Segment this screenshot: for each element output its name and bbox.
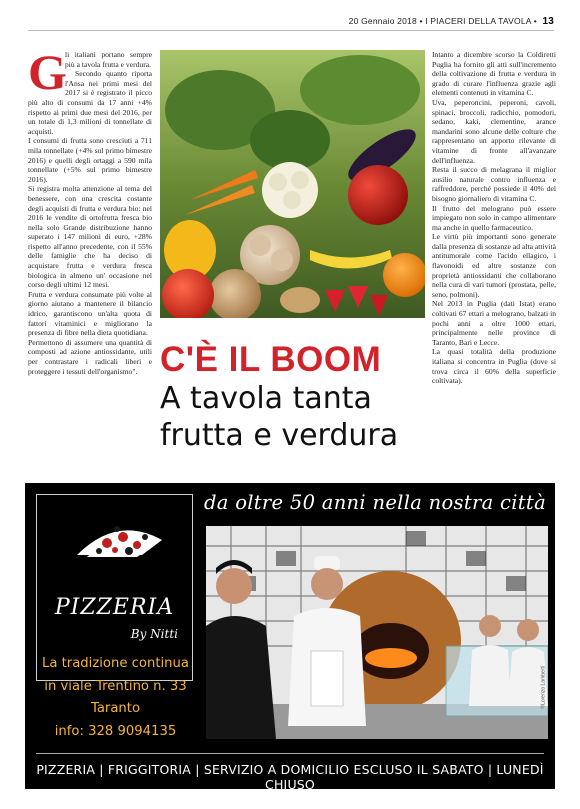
article-right-column <box>432 50 556 386</box>
article-paragraph: Frutta e verdura consumate più volte al giorno aiutano a mantenere il bilancio idrico, garantiscono un'alta quota di fattori vitaminici e migliorano la presenza di fibre nella dieta quotidiana. <box>28 289 152 338</box>
article-paragraph: Intanto a dicembre scorso la Coldiretti Puglia ha fornito gli atti sull'incremento della coltivazione di frutta e verdura in grado di curare l'influenza grazie agli elementi contenuti in vitamina C. <box>432 50 556 98</box>
ad-tagline: da oltre 50 anni nella nostra città <box>203 491 546 514</box>
logo-byline: By Nitti <box>130 627 178 641</box>
photo-credit: ©Lorenzo Lamberti <box>541 666 547 709</box>
fruit-vegetable-photo <box>160 50 425 318</box>
produce-illustration <box>160 50 425 318</box>
article-paragraph: Le virtù più importanti sono generate dalla presenza di sostanze ad alta attività antitumorale come l'acido ellagico, i flavonoidi ed altre sostanze con proprietà antiossidanti che collaborano nella cura di vari tumori (prostata, pelle, seno, polmoni). <box>432 232 556 299</box>
article-headline: C'È IL BOOM <box>160 340 382 379</box>
drop-cap: G <box>28 44 67 100</box>
article-paragraph: Secondo quanto riporta l'Ansa nei primi mesi del 2017 si è registrato il picco più alto di consumi da 17 anni +4% rispetto ai primi due mesi del 2016, per un totale di 1,3 milioni di tonnellate di acquisti. <box>28 69 152 136</box>
ad-contact-info <box>33 653 198 743</box>
article-title-block <box>160 340 425 454</box>
article-left-column <box>28 44 152 376</box>
article-paragraph: Resta il succo di melagrana il miglior ausilio naturale contro influenza e raffreddore, perché possiede il 40% del bisogno giornaliero di vitamina C. <box>432 165 556 203</box>
article-paragraph: Nel 2013 in Puglia (dati Istat) erano coltivati 67 ettari a melograno, balzati in pochi anni a oltre 1000 ettari, principalmente nelle province di Taranto, Bari e Lecce. <box>432 299 556 347</box>
article-paragraph: I consumi di frutta sono cresciuti a 711 mila tonnellate (+4% sul primo bimestre 2016) e quelli degli ortaggi a 590 mila tonnellate (+5% sul primo bimestre 2016). <box>28 136 152 184</box>
ad-info-line: Taranto <box>90 701 141 716</box>
article-paragraph: La quasi totalità della produzione italiana si concentra in Puglia (dove si trova circa il 60% della superficie coltivata). <box>432 347 556 386</box>
logo-text: PIZZERIA <box>54 595 175 620</box>
article-paragraph: Si registra molta attenzione al tema del benessere, con una crescita costante degli acquisti di frutta e verdura bio: nel 2016 le vendite di ortofrutta fresca bio nella solo Grande distribuzione hanno superato i 147 milioni di euro, +28% rispetto all'anno precedente, con il 55% delle famiglie che ha deciso di acquistare frutta e verdura fresca biologica in almeno un' occasione nel corso degli ultimi 12 mesi. <box>28 184 152 290</box>
header-date-section: 20 Gennaio 2018 • I PIACERI DELLA TAVOLA • <box>348 16 537 26</box>
ad-divider <box>36 753 544 754</box>
ad-services-footer: PIZZERIA | FRIGGITORIA | SERVIZIO A DOMICILIO ESCLUSO IL SABATO | LUNEDÌ CHIUSO <box>36 762 544 792</box>
pizzeria-advertisement <box>25 483 555 792</box>
article-subtitle-line2: frutta e verdura <box>160 418 399 453</box>
page-header <box>349 16 554 27</box>
ad-info-line: in viale Trentino n. 33 <box>44 678 187 694</box>
article-subtitle-line1: A tavola tanta <box>160 381 372 416</box>
pizzeria-staff-photo <box>206 526 548 739</box>
page-number: 13 <box>542 16 554 27</box>
article-paragraph: Uva, peperoncini, peperoni, cavoli, spinaci, broccoli, radicchio, pomodori, sedano, kaki, clementine, arance mandarini sono alcune delle colture che rappresentano un apporto rilevante di vitamine di fronte all'avanzare dell'influenza. <box>432 97 556 165</box>
staff-illustration <box>206 526 548 739</box>
article-paragraph: Il frutto del melograno può essere impiegato non solo in campo alimentare ma anche in quello farmaceutico. <box>432 203 556 232</box>
article-paragraph: Permettono di assumere una quantità di composti ad azione antiossidante, utili per contrastare i radicali liberi e proteggere i tessuti dell'organismo". <box>28 337 152 376</box>
ad-info-phone: info: 328 9094135 <box>54 723 177 739</box>
article-paragraph: li italiani portano sempre più a tavola frutta e verdura. <box>65 50 152 69</box>
header-divider <box>28 30 554 31</box>
ad-info-line: La tradizione continua <box>42 656 189 671</box>
